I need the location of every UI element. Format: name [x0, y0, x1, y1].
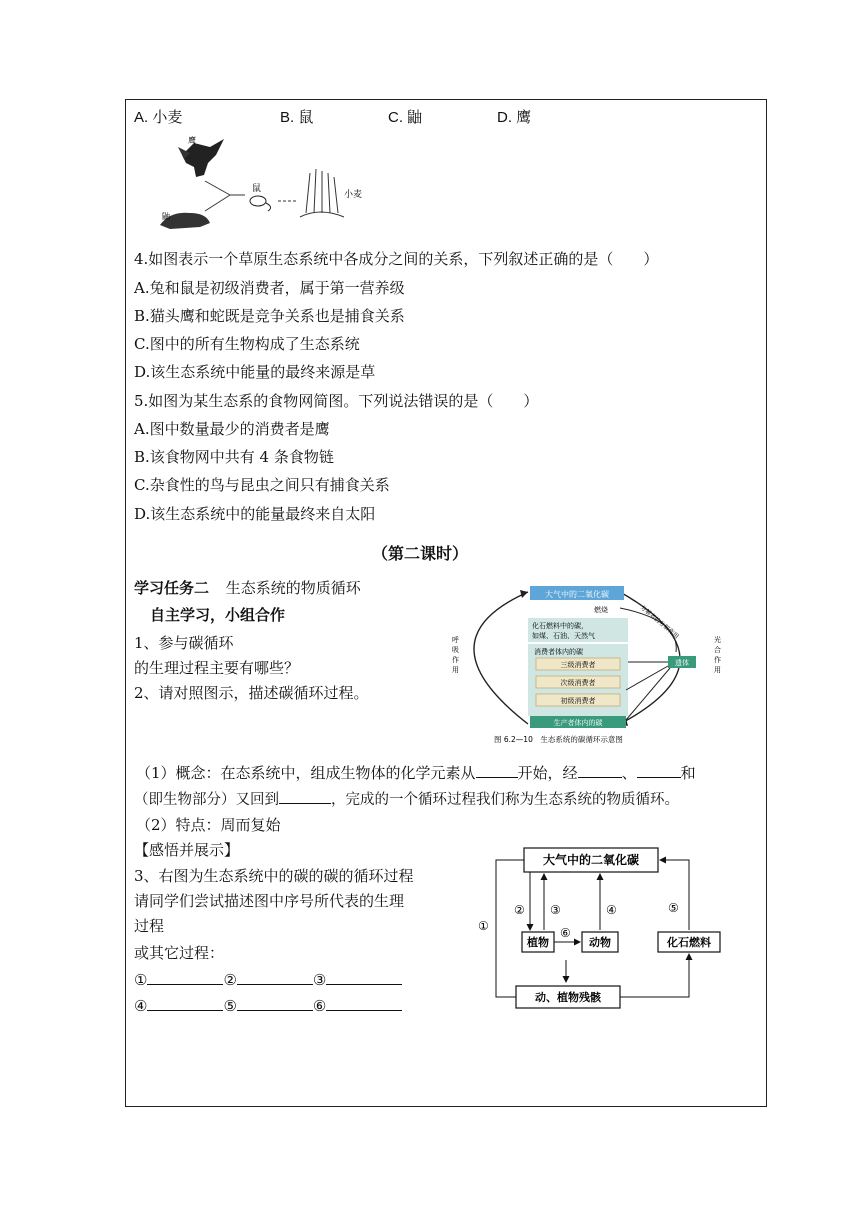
lesson2-title: （第二课时）	[372, 544, 469, 563]
q3b-line1: 3、右图为生态系统中的碳的碳的循环过程	[134, 867, 414, 885]
box-level3-label: 三级消费者	[560, 661, 596, 669]
answer-label-4: ④	[134, 997, 148, 1015]
photo-char-3: 作	[714, 656, 721, 664]
task2-heading	[134, 578, 361, 598]
q3-option-a: A. 小麦	[134, 109, 183, 126]
label-decomposition: 分解者的分解作用	[638, 604, 680, 641]
label-respiration	[452, 635, 459, 674]
label-photosynthesis	[714, 635, 721, 674]
box-level1-label: 初级消费者	[560, 697, 596, 705]
box-air-co2-label: 大气中的二氧化碳	[545, 590, 609, 599]
label-n1: ①	[478, 919, 489, 933]
resp-char-3: 作	[452, 656, 459, 664]
q3-option-d: D. 鹰	[497, 109, 532, 126]
answer-blank-5[interactable]	[237, 996, 313, 1011]
resp-char-1: 呼	[452, 636, 459, 644]
box-consumer-label: 消费者体内的碳	[534, 648, 583, 656]
arrow-remains-fossil	[620, 954, 689, 997]
task2-q2: 2、请对照图示，描述碳循环过程。	[134, 684, 369, 702]
wheat-illustration	[300, 169, 344, 217]
q4-option-d: D.该生态系统中能量的最终来源是草	[134, 363, 376, 381]
q5-option-c: C.杂食性的鸟与昆虫之间只有捕食关系	[134, 476, 390, 494]
q4-stem: 4.如图表示一个草原生态系统中各成分之间的关系，下列叙述正确的是（ ）	[134, 250, 659, 268]
blank-return[interactable]	[279, 789, 331, 804]
q4-option-c: C.图中的所有生物构成了生态系统	[134, 335, 360, 353]
concept-line2	[134, 789, 679, 810]
answer-blank-1[interactable]	[147, 970, 223, 985]
wheat-label: 小麦	[344, 190, 363, 200]
q5-stem: 5.如图为某生态系的食物网简图。下列说法错误的是（ ）	[134, 392, 539, 410]
q5-option-b: B.该食物网中共有 4 条食物链	[134, 448, 334, 466]
q3-option-b: B. 鼠	[280, 109, 314, 126]
label-n5: ⑤	[668, 901, 679, 915]
answer-row-2	[134, 996, 402, 1016]
concept-part3: 、	[621, 764, 637, 782]
answer-label-5: ⑤	[223, 997, 237, 1015]
box-level2-label: 次级消费者	[560, 679, 596, 687]
box-animal-label: 动物	[589, 936, 611, 949]
label-n6: ⑥	[560, 926, 571, 940]
box-atmosphere-label: 大气中的二氧化碳	[542, 853, 640, 867]
arrow-eagle	[205, 181, 230, 195]
mouse-illustration	[250, 196, 271, 211]
q3-option-c: C. 鼬	[388, 109, 423, 126]
answer-label-3: ③	[312, 971, 327, 989]
reflect-title: 【感悟并展示】	[134, 841, 240, 859]
carbon-cycle-figure-2	[470, 842, 740, 1012]
box-plant-label: 植物	[527, 936, 549, 949]
label-n3: ③	[550, 903, 561, 917]
q5-option-d: D.该生态系统中的能量最终来自太阳	[134, 505, 376, 523]
task2-q1-line2: 的生理过程主要有哪些？	[134, 659, 300, 677]
photo-char-4: 用	[714, 666, 721, 674]
label-burn: 燃烧	[594, 606, 608, 614]
label-n2: ②	[514, 903, 525, 917]
photo-char-2: 合	[714, 646, 721, 654]
box-remains-label: 动、植物残骸	[535, 991, 601, 1004]
answer-row-1	[134, 970, 402, 990]
q3b-line4: 或其它过程：	[134, 944, 225, 962]
box-fossil-fuel-label: 化石燃料	[667, 936, 711, 949]
arrow-5	[660, 860, 689, 930]
task2-label: 学习任务二	[134, 579, 210, 597]
concept-part2: 开始，经	[517, 764, 578, 782]
concept-part6: ，完成的一个循环过程我们称为生态系统的物质循环。	[331, 792, 679, 808]
resp-char-4: 用	[452, 666, 459, 674]
fig1-caption: 图 6.2—10 生态系统的碳循环示意图	[494, 735, 623, 744]
blank-via-2[interactable]	[637, 763, 681, 778]
q3b-line2: 请同学们尝试描述图中序号所代表的生理	[134, 892, 405, 910]
blank-via-1[interactable]	[578, 763, 622, 778]
arrow-1	[496, 860, 524, 997]
concept-part4: 和	[680, 764, 696, 782]
eagle-label: 鹰	[188, 136, 196, 145]
concept-part1: （1）概念：在态系统中，组成生物体的化学元素从	[136, 764, 476, 782]
q4-option-b: B.猫头鹰和蛇既是竞争关系也是捕食关系	[134, 307, 405, 325]
label-n4: ④	[606, 903, 617, 917]
answer-label-2: ②	[223, 971, 237, 989]
q5-option-a: A.图中数量最少的消费者是鹰	[134, 420, 330, 438]
concept-line1	[136, 763, 696, 783]
q4-option-a: A.兔和鼠是初级消费者，属于第一营养级	[134, 279, 405, 297]
answer-blank-2[interactable]	[237, 970, 313, 985]
answer-label-1: ①	[134, 971, 148, 989]
box-fossil-line1: 化石燃料中的碳，	[532, 622, 588, 630]
feature-line: （2）特点：周而复始	[136, 816, 281, 834]
resp-char-2: 吸	[452, 646, 459, 654]
photo-char-1: 光	[714, 636, 721, 644]
weasel-label: 鼬	[162, 212, 170, 221]
box-remains-label: 遗体	[675, 659, 689, 667]
mouse-label: 鼠	[252, 184, 262, 194]
task2-q1-line1: 1、参与碳循环	[134, 634, 234, 652]
blank-start[interactable]	[476, 763, 518, 778]
carbon-cycle-figure-1	[440, 580, 740, 750]
arrow-weasel	[205, 195, 230, 211]
food-chain-figure	[150, 133, 370, 233]
eagle-illustration	[178, 139, 224, 177]
answer-blank-6[interactable]	[326, 996, 402, 1011]
answer-label-6: ⑥	[312, 997, 327, 1015]
box-fossil-line2: 如煤、石油、天然气	[532, 632, 595, 640]
respiration-arc	[474, 592, 528, 724]
answer-blank-4[interactable]	[147, 996, 223, 1011]
box-producer-label: 生产者体内的碳	[553, 719, 603, 727]
concept-part5: （即生物部分）又回到	[134, 792, 279, 808]
q3b-line3: 过程	[134, 917, 165, 935]
task2-title: 生态系统的物质循环	[225, 579, 361, 597]
task2-subtitle: 自主学习，小组合作	[150, 606, 286, 624]
answer-blank-3[interactable]	[326, 970, 402, 985]
